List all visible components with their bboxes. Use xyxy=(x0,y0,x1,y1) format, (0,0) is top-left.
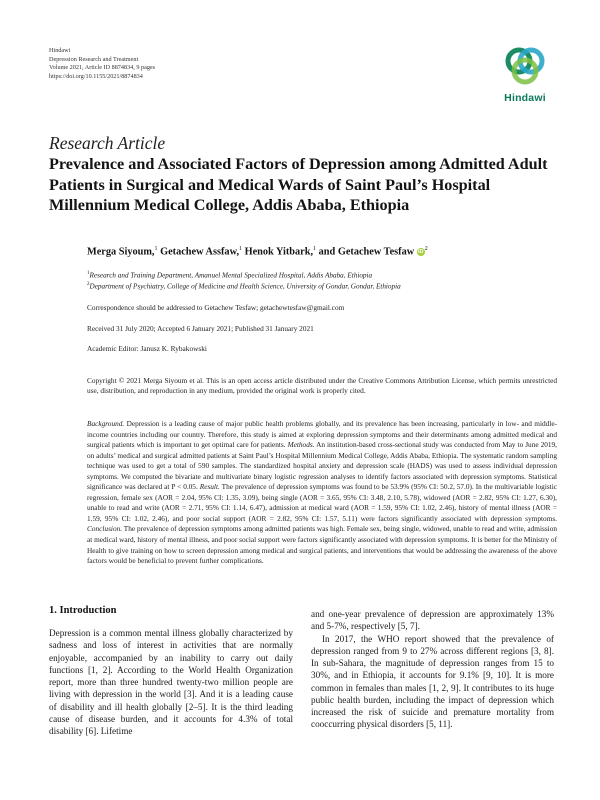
copyright-notice: Copyright © 2021 Merga Siyoum et al. This is an open access article distributed under the Creative Commons Attribution License, which permits unrestricted use, distribution, and reproduction in any medium, provided the original work is properly cited. xyxy=(87,376,557,396)
hindawi-logo xyxy=(496,46,554,108)
abstract-methods-label: Methods. xyxy=(287,440,315,450)
affil-text: Research and Training Department, Amanuel Mental Specialized Hospital, Addis Ababa, Ethiopia xyxy=(89,271,373,280)
affiliation-2 xyxy=(87,280,557,292)
abstract-background: Depression is a leading cause of major public health problems globally, and its prevalence has been increasing, particularly in low- and middle-income countries including our country. Therefore, this study is aimed at exploring depression symptoms and their determinants among admitted medical and surgical patients which is important to get optimal care for patients. xyxy=(87,419,557,450)
abstract xyxy=(87,419,557,567)
affil-sup: 2 xyxy=(87,282,90,287)
orcid-icon[interactable]: iD xyxy=(418,249,424,256)
author-affil-sup: 2 xyxy=(424,246,428,252)
intro-paragraph: Depression is a common mental illness globally characterized by sadness and loss of interest in activities that are normally enjoyable, accompanied by an inability to carry out daily functions [1, 2]. According to the World Health Organization report, more than three hundred twenty-two million people are living with depression in the world [3]. And it is a leading cause of disability and ill health globally [2–5]. It is the third leading cause of disease burden, and it accounts for 4.3% of total disability [6]. Lifetime xyxy=(49,628,293,736)
correspondence: Correspondence should be addressed to Getachew Tesfaw; getachewtesfaw@gmail.com xyxy=(87,303,345,312)
author-name[interactable]: Getachew Assfaw, xyxy=(160,246,240,258)
abstract-conclusion: The prevalence of depression symptoms among admitted patients was high. Female sex, being single, widowed, unable to read and write, admission at medical ward, history of mental illness, and poor social support were factors significantly associated with depression symptoms. It is better for the Ministry of Health to give training on how to screen depression among medical and surgical patients, and interventions that would be addressing the awareness of the above factors would be beneficial to prevent further complications. xyxy=(87,524,557,566)
author-affil-sup: 1 xyxy=(313,246,317,252)
section-heading-introduction: 1. Introduction xyxy=(49,605,117,616)
doi-link[interactable]: https://doi.org/10.1155/2021/8874834 xyxy=(49,72,143,80)
article-title: Prevalence and Associated Factors of Depression among Admitted Adult Patients in Surgical and Medical Wards of Saint Paul’s Hospital Millennium Medical College, Addis Ababa, Ethiopia xyxy=(49,155,548,214)
journal-header xyxy=(49,47,155,81)
abstract-conclusion-label: Conclusion. xyxy=(87,524,123,534)
author-name[interactable]: and Getachew Tesfaw xyxy=(318,246,415,258)
intro-right-column xyxy=(311,608,554,731)
volume-info: Volume 2021, Article ID 8874834, 9 pages xyxy=(49,64,156,72)
affil-sup: 1 xyxy=(87,271,90,276)
author-affil-sup: 1 xyxy=(154,246,158,252)
article-type: Research Article xyxy=(49,133,166,153)
author-list xyxy=(87,246,557,257)
author-name[interactable]: Henok Yitbark, xyxy=(244,246,314,258)
author-name[interactable]: Merga Siyoum, xyxy=(87,246,155,258)
journal-name: Depression Research and Treatment xyxy=(49,55,139,63)
author-affil-sup: 1 xyxy=(239,246,243,252)
publisher-name: Hindawi xyxy=(49,47,71,54)
abstract-background-label: Background. xyxy=(87,419,125,428)
affil-text: Department of Psychiatry, College of Medicine and Health Science, University of Gondar, Gondar, Ethiopia xyxy=(89,282,401,291)
hindawi-logo-icon xyxy=(503,46,547,86)
logo-text: Hindawi xyxy=(504,92,546,104)
intro-paragraph: and one-year prevalence of depression are approximately 13% and 5-7%, respectively [5, 7]. xyxy=(311,609,554,632)
abstract-result: The prevalence of depression symptoms was found to be 53.9% (95% CI: 50.2, 57.0). In the multivariable logistic regression, female sex (AOR = 2.04, 95% CI: 1.35, 3.09), being single (AOR = 3.65, 95% CI: 3.48, 2.10, 5.78), widowed (AOR = 2.82, 95% CI: 1.27, 6.30), unable to read and write (AOR = 2.71, 95% CI: 1.14, 6.47), admission at medical ward (AOR = 1.59, 95% CI: 1.02, 2.46), history of mental illness (AOR = 1.59, 95% CI: 1.02, 2.46), and poor social support (AOR = 2.82, 95% CI: 1.57, 5.11) were factors significantly associated with depression symptoms. xyxy=(87,482,557,523)
intro-left-column xyxy=(49,627,293,737)
intro-paragraph: In 2017, the WHO report showed that the prevalence of depression ranged from 9 to 27% across different regions [3, 8]. In sub-Sahara, the magnitude of depression ranges from 15 to 30%, and in Ethiopia, it accounts for 9.1% [9, 10]. It is more common in females than males [1, 2, 9]. It contributes to its huge public health burden, including the impact of depression which increased the risk of suicide and premature mortality from cooccurring physical disorders [5, 11]. xyxy=(311,633,554,730)
academic-editor: Academic Editor: Janusz K. Rybakowski xyxy=(87,344,207,353)
publication-dates: Received 31 July 2020; Accepted 6 January 2021; Published 31 January 2021 xyxy=(87,324,314,333)
abstract-methods: An institution-based cross-sectional study was conducted from May to June 2019, on adults’ medical and surgical admitted patients at Saint Paul’s Hospital Millennium Medical College, Addis Ababa, Ethiopia. The systematic random sampling technique was used to get a total of 590 samples. The standardized hospital anxiety and depression scale (HADS) was used to assess individual depression symptoms. We computed the bivariate and multivariate binary logistic regression analyses to identify factors associated with depression symptoms. Statistical significance was declared at P < 0.05. xyxy=(87,440,557,492)
abstract-result-label: Result. xyxy=(199,482,220,492)
